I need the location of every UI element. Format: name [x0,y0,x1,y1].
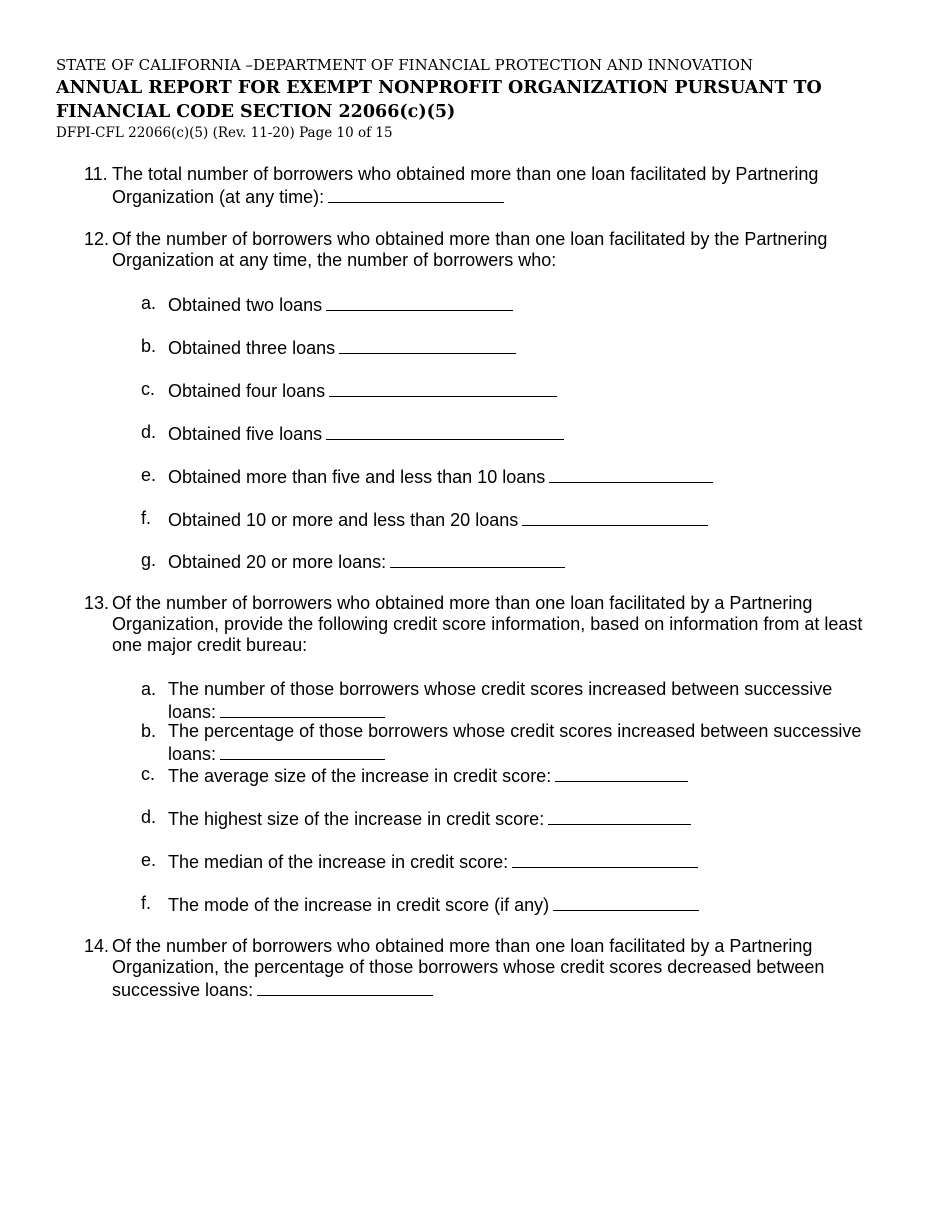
answer-blank[interactable] [326,293,513,311]
report-title-line2: FINANCIAL CODE SECTION 22066(c)(5) [56,102,456,122]
answer-blank[interactable] [512,850,698,868]
answer-blank[interactable] [339,336,516,354]
question-text-line3: successive loans: [112,978,902,1001]
answer-blank[interactable] [257,978,433,996]
question-number: 14. [84,936,110,956]
answer-blank[interactable] [549,465,713,483]
report-title-line1: ANNUAL REPORT FOR EXEMPT NONPROFIT ORGANIZATION PURSUANT TO [56,78,822,98]
answer-blank[interactable] [390,550,565,568]
question-text-line3: one major credit bureau: [112,635,308,655]
agency-line: STATE OF CALIFORNIA –DEPARTMENT OF FINANCIAL PROTECTION AND INNOVATION [56,56,754,74]
question-text: Of the number of borrowers who obtained more than one loan facilitated by a Partnering [112,593,813,613]
question-text-line2: Organization, provide the following credit score information, based on information from at least [112,614,863,634]
question-text: Of the number of borrowers who obtained more than one loan facilitated by a Partnering [112,936,813,956]
question-number: 12. [84,229,110,249]
answer-blank[interactable] [553,893,699,911]
answer-blank[interactable] [326,422,564,440]
answer-blank[interactable] [220,742,385,760]
question-text-line2: Organization (at any time): [112,185,902,208]
question-text-line2: Organization, the percentage of those borrowers whose credit scores decreased between [112,957,825,977]
answer-blank[interactable] [220,700,385,718]
form-id-line: DFPI-CFL 22066(c)(5) (Rev. 11-20) Page 10 of 15 [56,125,393,141]
answer-blank[interactable] [548,807,691,825]
answer-blank[interactable] [328,185,504,203]
question-text: The total number of borrowers who obtained more than one loan facilitated by Partnering [112,164,819,184]
answer-blank[interactable] [522,508,708,526]
question-text: Of the number of borrowers who obtained more than one loan facilitated by the Partnering [112,229,828,249]
answer-blank[interactable] [555,764,688,782]
question-number: 11. [84,164,108,184]
question-text-line2: Organization at any time, the number of borrowers who: [112,250,557,270]
question-number: 13. [84,593,110,613]
answer-blank[interactable] [329,379,557,397]
